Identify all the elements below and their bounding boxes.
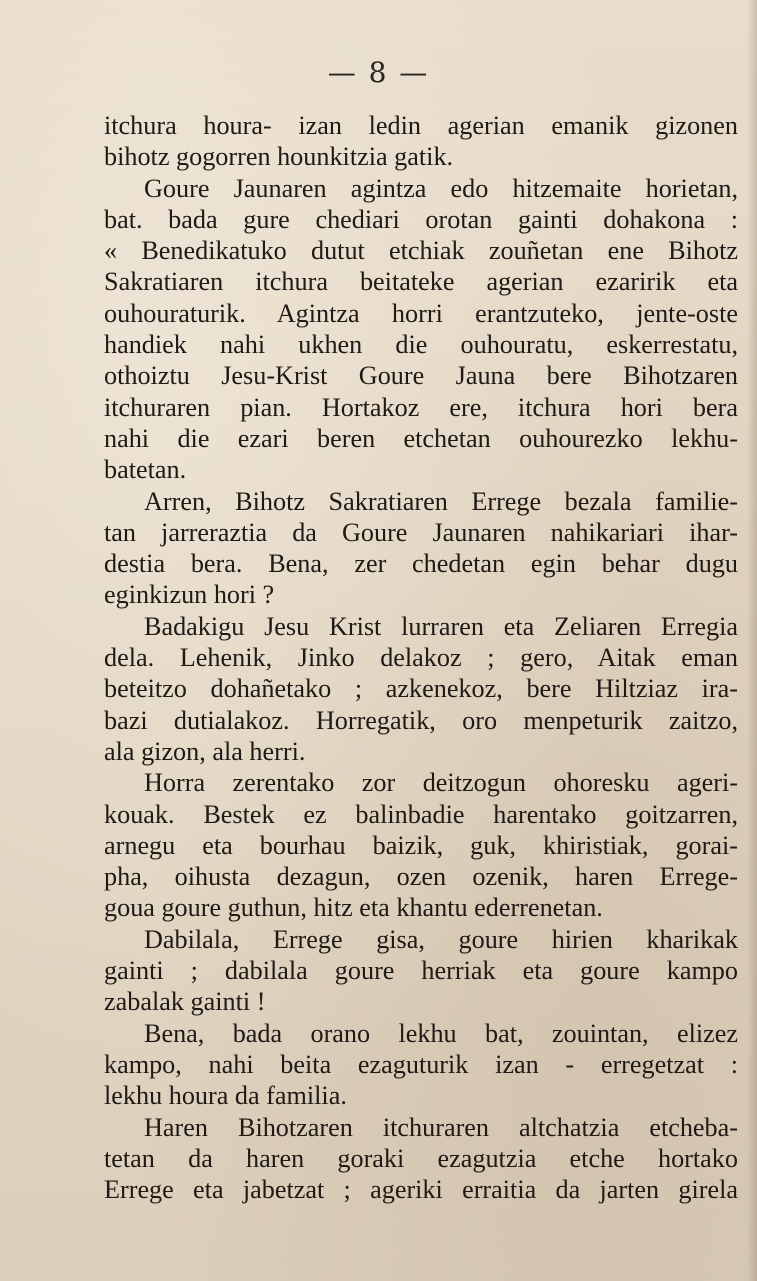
- text-line: Dabilala, Errege gisa, goure hirien kharikak: [144, 924, 738, 954]
- text-line: bihotz gogorren hounkitzia gatik.: [104, 142, 454, 172]
- body-text: [104, 110, 738, 1205]
- text-line: Horra zerentako zor deitzogun ohoresku ageri-: [144, 768, 738, 798]
- text-line: destia bera. Bena, zer chedetan egin behar dugu: [104, 549, 738, 579]
- text-line: beteitzo dohañetako ; azkenekoz, bere Hiltziaz ira-: [104, 674, 738, 704]
- text-line: kampo, nahi beita ezaguturik izan - erregetzat :: [104, 1049, 738, 1079]
- text-line: itchuraren pian. Hortakoz ere, itchura hori bera: [104, 392, 738, 422]
- text-line: ala gizon, ala herri.: [104, 736, 306, 766]
- text-line: eginkizun hori ?: [104, 580, 275, 610]
- text-line: ouhouraturik. Agintza horri erantzuteko, jente-oste: [104, 298, 738, 328]
- text-line: bat. bada gure chediari orotan gainti dohakona :: [104, 204, 738, 234]
- text-line: zabalak gainti !: [104, 987, 266, 1017]
- text-line: nahi die ezari beren etchetan ouhourezko lekhu-: [104, 423, 738, 453]
- text-line: tetan da haren goraki ezagutzia etche hortako: [104, 1143, 738, 1173]
- text-line: Errege eta jabetzat ; ageriki erraitia da jarten girela: [104, 1175, 738, 1205]
- text-line: pha, oihusta dezagun, ozen ozenik, haren Errege-: [104, 862, 738, 892]
- text-line: lekhu houra da familia.: [104, 1081, 347, 1111]
- text-line: Bena, bada orano lekhu bat, zouintan, elizez: [144, 1018, 738, 1048]
- text-line: Goure Jaunaren agintza edo hitzemaite horietan,: [144, 173, 738, 203]
- text-line: handiek nahi ukhen die ouhouratu, eskerrestatu,: [104, 330, 738, 360]
- page-edge-shadow: [747, 0, 757, 1281]
- text-line: Badakigu Jesu Krist lurraren eta Zeliaren Erregia: [144, 611, 738, 641]
- text-line: othoiztu Jesu-Krist Goure Jauna bere Bihotzaren: [104, 361, 738, 391]
- text-line: bazi dutialakoz. Horregatik, oro menpeturik zaitzo,: [104, 705, 738, 735]
- text-line: kouak. Bestek ez balinbadie harentako goitzarren,: [104, 799, 738, 829]
- text-line: Sakratiaren itchura beitateke agerian ezaririk eta: [104, 267, 738, 297]
- text-line: gainti ; dabilala goure herriak eta goure kampo: [104, 956, 738, 986]
- text-line: Haren Bihotzaren itchuraren altchatzia etcheba-: [144, 1112, 738, 1142]
- page-number: — 8 —: [327, 56, 430, 89]
- text-line: arnegu eta bourhau baizik, guk, khiristiak, gorai-: [104, 830, 738, 860]
- text-line: tan jarreraztia da Goure Jaunaren nahikariari ihar-: [104, 517, 738, 547]
- text-line: Arren, Bihotz Sakratiaren Errege bezala familie-: [144, 486, 738, 516]
- text-line: « Benedikatuko dutut etchiak zouñetan ene Bihotz: [104, 236, 738, 266]
- text-line: goua goure guthun, hitz eta khantu ederrenetan.: [104, 893, 603, 923]
- text-line: itchura houra- izan ledin agerian emanik gizonen: [104, 111, 738, 140]
- text-line: dela. Lehenik, Jinko delakoz ; gero, Aitak eman: [104, 643, 738, 673]
- text-line: batetan.: [104, 455, 187, 485]
